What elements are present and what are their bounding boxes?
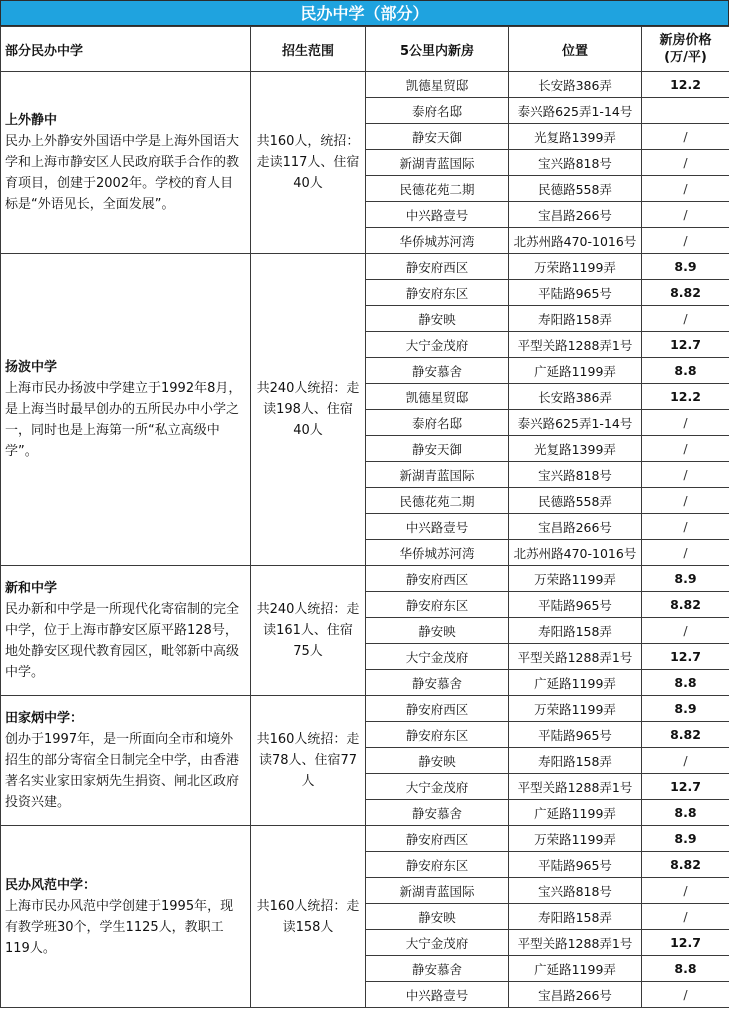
house-price: / bbox=[642, 306, 729, 332]
school-cell bbox=[1, 696, 251, 826]
house-price: / bbox=[642, 514, 729, 540]
house-price: / bbox=[642, 410, 729, 436]
house-name: 静安映 bbox=[366, 748, 509, 774]
house-name: 静安府西区 bbox=[366, 254, 509, 280]
school-description: 民办新和中学是一所现代化寄宿制的完全中学，位于上海市静安区原平路128号，地处静安区现代教育园区，毗邻新中高级中学。 bbox=[5, 602, 240, 680]
enrollment-range: 共160人统招：走读78人、住宿77人 bbox=[251, 696, 366, 826]
house-price: 8.82 bbox=[642, 852, 729, 878]
header-price-line1: 新房价格 bbox=[659, 33, 712, 48]
school-name: 上外静中 bbox=[5, 113, 58, 128]
house-name: 静安天御 bbox=[366, 436, 509, 462]
house-price: 8.82 bbox=[642, 280, 729, 306]
house-price: 8.82 bbox=[642, 592, 729, 618]
school-name: 扬波中学 bbox=[5, 360, 58, 375]
house-location: 民德路558弄 bbox=[509, 176, 642, 202]
enrollment-range: 共240人统招：走读198人、住宿40人 bbox=[251, 254, 366, 566]
house-name: 新湖青蓝国际 bbox=[366, 462, 509, 488]
house-price: 8.8 bbox=[642, 800, 729, 826]
house-price: 12.7 bbox=[642, 930, 729, 956]
header-price-line2: (万/平) bbox=[664, 50, 707, 65]
schools-table bbox=[0, 26, 729, 1008]
house-name: 静安映 bbox=[366, 306, 509, 332]
house-location: 北苏州路470-1016号 bbox=[509, 540, 642, 566]
enrollment-range: 共240人统招：走读161人、住宿75人 bbox=[251, 566, 366, 696]
school-description: 上海市民办风范中学创建于1995年，现有教学班30个，学生1125人，教职工119人。 bbox=[5, 898, 234, 956]
house-location: 光复路1399弄 bbox=[509, 124, 642, 150]
header-school: 部分民办中学 bbox=[1, 27, 251, 72]
house-location: 万荣路1199弄 bbox=[509, 826, 642, 852]
house-location: 广延路1199弄 bbox=[509, 956, 642, 982]
house-location: 平型关路1288弄1号 bbox=[509, 332, 642, 358]
house-price: 8.9 bbox=[642, 254, 729, 280]
house-location: 民德路558弄 bbox=[509, 488, 642, 514]
house-price: / bbox=[642, 436, 729, 462]
house-name: 静安慕舍 bbox=[366, 800, 509, 826]
house-location: 万荣路1199弄 bbox=[509, 566, 642, 592]
house-name: 华侨城苏河湾 bbox=[366, 228, 509, 254]
house-location: 北苏州路470-1016号 bbox=[509, 228, 642, 254]
school-description: 民办上外静安外国语中学是上海外国语大学和上海市静安区人民政府联手合作的教育项目，创建于2002年。学校的育人目标是“外语见长，全面发展”。 bbox=[5, 134, 240, 212]
house-price: 8.8 bbox=[642, 670, 729, 696]
house-price: / bbox=[642, 150, 729, 176]
house-name: 新湖青蓝国际 bbox=[366, 150, 509, 176]
house-price: / bbox=[642, 462, 729, 488]
header-row bbox=[1, 27, 729, 72]
house-location: 平型关路1288弄1号 bbox=[509, 930, 642, 956]
house-location: 长安路386弄 bbox=[509, 72, 642, 98]
house-name: 中兴路壹号 bbox=[366, 514, 509, 540]
house-price: / bbox=[642, 878, 729, 904]
house-name: 中兴路壹号 bbox=[366, 982, 509, 1008]
house-price: / bbox=[642, 176, 729, 202]
house-price: / bbox=[642, 618, 729, 644]
house-name: 大宁金茂府 bbox=[366, 774, 509, 800]
house-price: / bbox=[642, 488, 729, 514]
table-row bbox=[1, 566, 729, 592]
house-price: 8.8 bbox=[642, 358, 729, 384]
school-cell bbox=[1, 826, 251, 1008]
house-location: 平陆路965号 bbox=[509, 280, 642, 306]
house-location: 宝昌路266号 bbox=[509, 982, 642, 1008]
house-price: / bbox=[642, 540, 729, 566]
house-location: 泰兴路625弄1-14号 bbox=[509, 98, 642, 124]
house-location: 光复路1399弄 bbox=[509, 436, 642, 462]
enrollment-range: 共160人，统招：走读117人、住宿40人 bbox=[251, 72, 366, 254]
house-price: / bbox=[642, 202, 729, 228]
house-name: 静安府西区 bbox=[366, 696, 509, 722]
house-price: 8.82 bbox=[642, 722, 729, 748]
house-price: / bbox=[642, 982, 729, 1008]
house-name: 静安慕舍 bbox=[366, 358, 509, 384]
header-range: 招生范围 bbox=[251, 27, 366, 72]
house-price: / bbox=[642, 748, 729, 774]
house-price: / bbox=[642, 124, 729, 150]
house-location: 平型关路1288弄1号 bbox=[509, 774, 642, 800]
house-name: 泰府名邸 bbox=[366, 410, 509, 436]
house-name: 静安慕舍 bbox=[366, 670, 509, 696]
house-price: 12.7 bbox=[642, 644, 729, 670]
house-location: 平陆路965号 bbox=[509, 852, 642, 878]
house-name: 静安府西区 bbox=[366, 566, 509, 592]
house-location: 平型关路1288弄1号 bbox=[509, 644, 642, 670]
school-cell bbox=[1, 72, 251, 254]
house-location: 广延路1199弄 bbox=[509, 670, 642, 696]
school-cell bbox=[1, 566, 251, 696]
table-row bbox=[1, 72, 729, 98]
house-location: 宝兴路818号 bbox=[509, 462, 642, 488]
school-description: 上海市民办扬波中学建立于1992年8月，是上海当时最早创办的五所民办中小学之一，同时也是上海第一所“私立高级中学”。 bbox=[5, 381, 242, 459]
house-name: 静安映 bbox=[366, 904, 509, 930]
house-location: 平陆路965号 bbox=[509, 722, 642, 748]
house-price: 12.2 bbox=[642, 72, 729, 98]
house-name: 大宁金茂府 bbox=[366, 332, 509, 358]
house-name: 凯德星贸邸 bbox=[366, 72, 509, 98]
house-location: 泰兴路625弄1-14号 bbox=[509, 410, 642, 436]
house-name: 华侨城苏河湾 bbox=[366, 540, 509, 566]
house-name: 静安府西区 bbox=[366, 826, 509, 852]
house-name: 静安府东区 bbox=[366, 722, 509, 748]
school-name: 田家炳中学： bbox=[5, 711, 84, 726]
school-name: 民办风范中学： bbox=[5, 877, 97, 893]
house-location: 宝昌路266号 bbox=[509, 514, 642, 540]
school-cell bbox=[1, 254, 251, 566]
enrollment-range: 共160人统招：走读158人 bbox=[251, 826, 366, 1008]
house-name: 泰府名邸 bbox=[366, 98, 509, 124]
house-name: 静安慕舍 bbox=[366, 956, 509, 982]
house-location: 平陆路965号 bbox=[509, 592, 642, 618]
header-houses: 5公里内新房 bbox=[366, 27, 509, 72]
school-description: 创办于1997年，是一所面向全市和境外招生的部分寄宿全日制完全中学，由香港著名实业家田家炳先生捐资、闸北区政府投资兴建。 bbox=[5, 732, 240, 810]
house-location: 寿阳路158弄 bbox=[509, 306, 642, 332]
table-row bbox=[1, 696, 729, 722]
house-name: 大宁金茂府 bbox=[366, 930, 509, 956]
house-name: 静安天御 bbox=[366, 124, 509, 150]
header-location: 位置 bbox=[509, 27, 642, 72]
house-location: 宝兴路818号 bbox=[509, 150, 642, 176]
house-name: 静安府东区 bbox=[366, 852, 509, 878]
house-location: 宝昌路266号 bbox=[509, 202, 642, 228]
house-price: 8.9 bbox=[642, 696, 729, 722]
table-title: 民办中学（部分） bbox=[0, 0, 729, 26]
house-name: 静安映 bbox=[366, 618, 509, 644]
header-price bbox=[642, 27, 729, 72]
house-price: 12.7 bbox=[642, 774, 729, 800]
house-location: 广延路1199弄 bbox=[509, 800, 642, 826]
house-location: 广延路1199弄 bbox=[509, 358, 642, 384]
house-location: 长安路386弄 bbox=[509, 384, 642, 410]
house-price: 8.8 bbox=[642, 956, 729, 982]
house-location: 万荣路1199弄 bbox=[509, 696, 642, 722]
house-price: 12.7 bbox=[642, 332, 729, 358]
table-row bbox=[1, 254, 729, 280]
school-name: 新和中学 bbox=[5, 581, 58, 596]
house-location: 宝兴路818号 bbox=[509, 878, 642, 904]
house-price bbox=[642, 98, 729, 124]
house-name: 新湖青蓝国际 bbox=[366, 878, 509, 904]
house-name: 凯德星贸邸 bbox=[366, 384, 509, 410]
house-name: 静安府东区 bbox=[366, 592, 509, 618]
house-location: 寿阳路158弄 bbox=[509, 748, 642, 774]
house-name: 民德花苑二期 bbox=[366, 488, 509, 514]
house-location: 寿阳路158弄 bbox=[509, 618, 642, 644]
house-price: / bbox=[642, 904, 729, 930]
house-location: 万荣路1199弄 bbox=[509, 254, 642, 280]
house-name: 中兴路壹号 bbox=[366, 202, 509, 228]
house-name: 民德花苑二期 bbox=[366, 176, 509, 202]
house-price: 12.2 bbox=[642, 384, 729, 410]
house-name: 大宁金茂府 bbox=[366, 644, 509, 670]
house-location: 寿阳路158弄 bbox=[509, 904, 642, 930]
house-price: 8.9 bbox=[642, 826, 729, 852]
house-name: 静安府东区 bbox=[366, 280, 509, 306]
house-price: 8.9 bbox=[642, 566, 729, 592]
table-row bbox=[1, 826, 729, 852]
house-price: / bbox=[642, 228, 729, 254]
